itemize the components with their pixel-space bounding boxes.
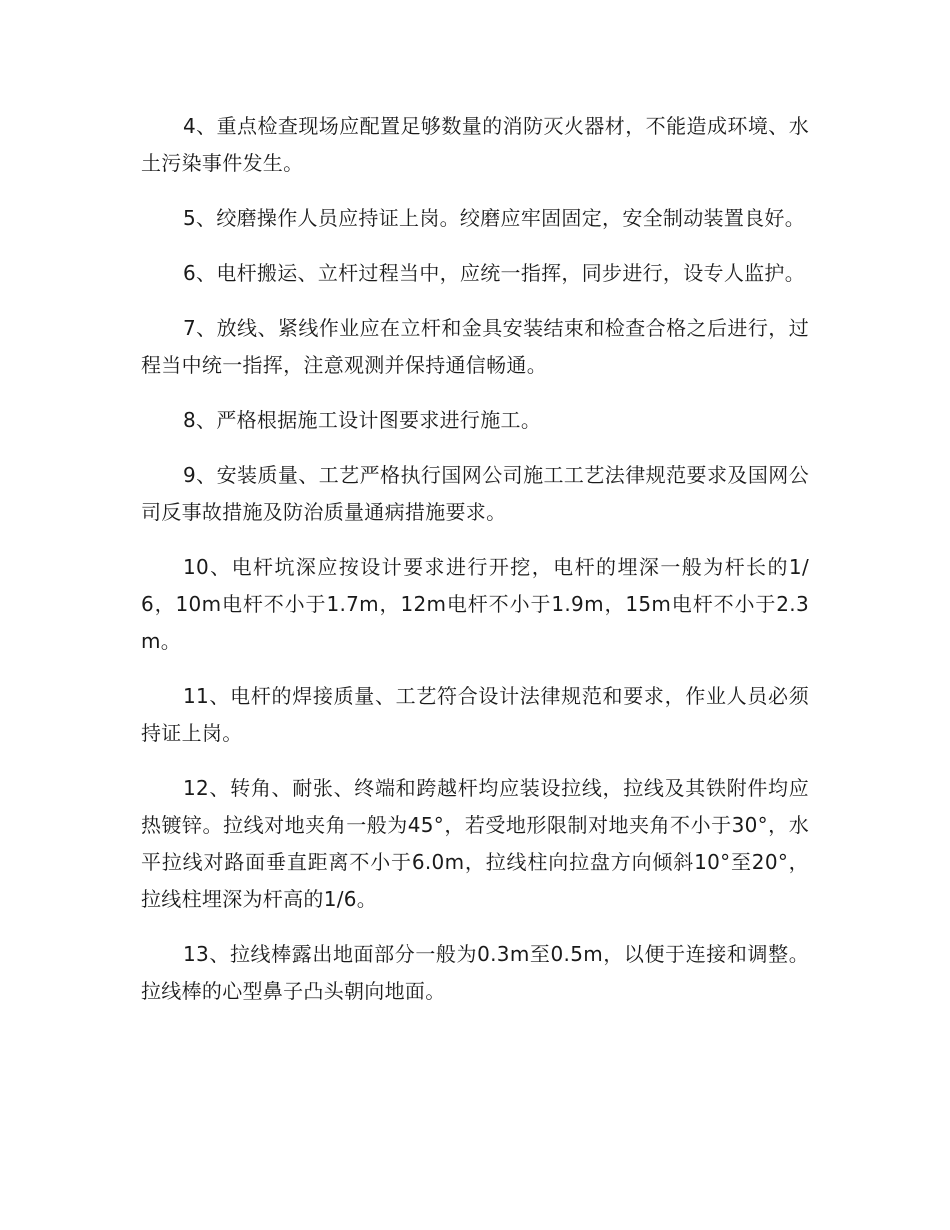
paragraph-item-11: 11、电杆的焊接质量、工艺符合设计法律规范和要求，作业人员必须持证上岗。 — [141, 684, 809, 745]
paragraph-item-8: 8、严格根据施工设计图要求进行施工。 — [183, 408, 542, 432]
paragraph-item-7: 7、放线、紧线作业应在立杆和金具安装结束和检查合格之后进行，过程当中统一指挥，注意观测并保持通信畅通。 — [141, 316, 809, 377]
paragraph-item-5: 5、绞磨操作人员应持证上岗。绞磨应牢固固定，安全制动装置良好。 — [183, 206, 806, 230]
paragraph-item-12: 12、转角、耐张、终端和跨越杆均应装设拉线，拉线及其铁附件均应热镀锌。拉线对地夹角一般为45°，若受地形限制对地夹角不小于30°，水平拉线对路面垂直距离不小于6.0m，拉线柱向拉盘方向倾斜10°至20°，拉线柱埋深为杆高的1/6。 — [141, 776, 809, 911]
paragraph-item-13: 13、拉线棒露出地面部分一般为0.3m至0.5m，以便于连接和调整。拉线棒的心型鼻子凸头朝向地面。 — [141, 942, 809, 1003]
paragraph-item-9: 9、安装质量、工艺严格执行国网公司施工工艺法律规范要求及国网公司反事故措施及防治质量通病措施要求。 — [141, 463, 809, 524]
paragraph-item-4: 4、重点检查现场应配置足够数量的消防灭火器材，不能造成环境、水土污染事件发生。 — [141, 114, 809, 175]
document-body — [141, 108, 809, 1028]
paragraph-item-10: 10、电杆坑深应按设计要求进行开挖，电杆的埋深一般为杆长的1/6，10m电杆不小于1.7m，12m电杆不小于1.9m，15m电杆不小于2.3m。 — [141, 555, 809, 653]
paragraph-item-6: 6、电杆搬运、立杆过程当中，应统一指挥，同步进行，设专人监护。 — [183, 261, 806, 285]
